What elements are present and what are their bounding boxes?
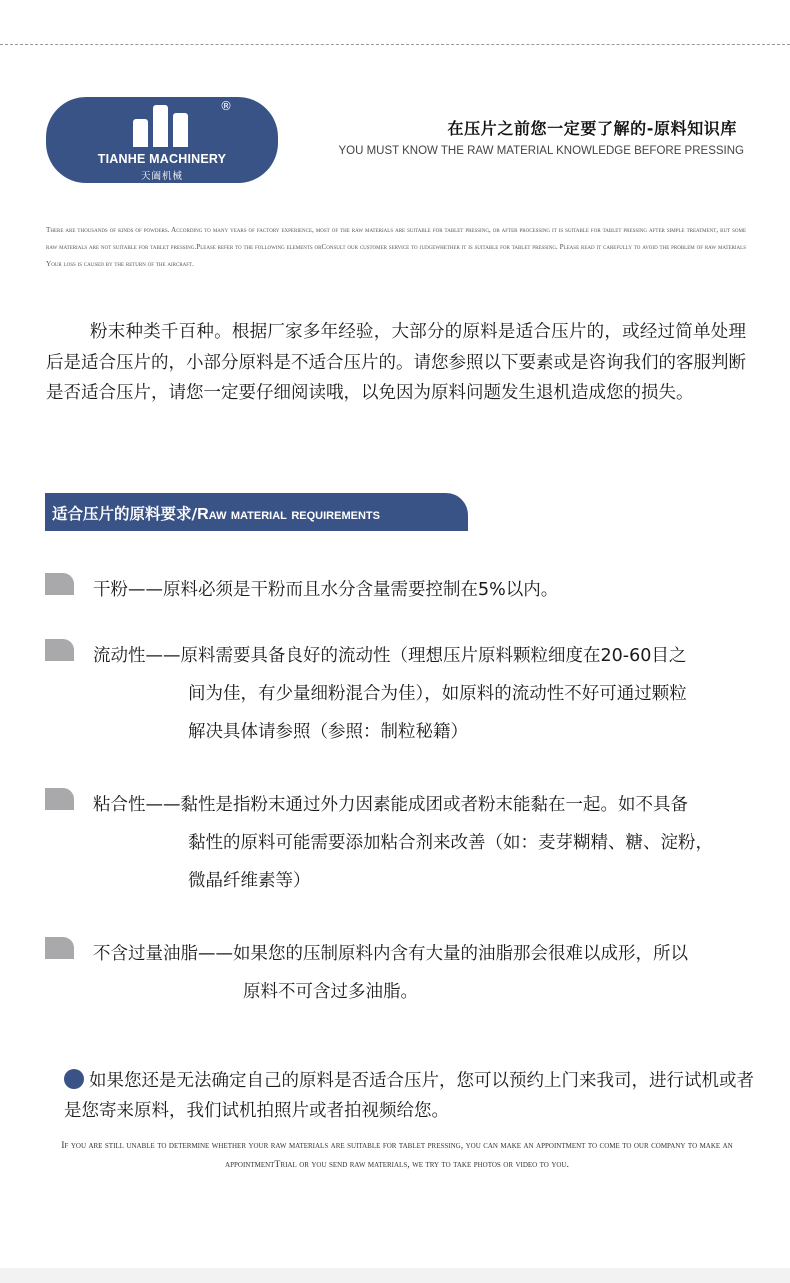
requirement-line: 不含过量油脂——如果您的压制原料内含有大量的油脂那会很难以成形，所以	[93, 944, 688, 964]
requirement-text	[93, 637, 753, 751]
requirement-text	[93, 571, 753, 609]
requirement-line: 间为佳，有少量细粉混合为佳），如原料的流动性不好可通过颗粒	[188, 684, 687, 704]
tianhe-logo	[46, 97, 278, 183]
requirement-line: 黏性的原料可能需要添加粘合剂来改善（如：麦芽糊精、糖、淀粉，	[188, 833, 713, 853]
section-title-cn: 适合压片的原料要求/	[52, 505, 198, 523]
intro-english: There are thousands of kinds of powders. According to many years of factory experience, most of the raw materials are suitable for tablet pressing, or after processing it is suitable for tablet pressing after simple treatment, but some raw materials are not suitable for tablet pressing.Please refer to the following elements orConsult our customer service to judgewhether it is suitable for tablet pressing. Please read it carefully to avoid the problem of raw materials Your loss is caused by the return of the aircraft.	[46, 226, 746, 268]
bullet-marker	[45, 573, 74, 595]
page-title: 在压片之前您一定要了解的-原料知识库	[447, 119, 737, 138]
bullet-marker	[45, 937, 74, 959]
bullet-marker	[45, 788, 74, 810]
section-title-en: Raw material requirements	[197, 506, 380, 523]
requirement-line: 原料不可含过多油脂。	[243, 982, 418, 1002]
section-title	[52, 502, 380, 524]
bottom-band	[0, 1268, 790, 1283]
circle-bullet-icon	[64, 1069, 84, 1089]
page-subtitle: YOU MUST KNOW THE RAW MATERIAL KNOWLEDGE BEFORE PRESSING	[338, 145, 744, 157]
section-header	[45, 493, 468, 531]
requirement-line: 粘合性——黏性是指粉末通过外力因素能成团或者粉末能黏在一起。如不具备	[93, 795, 688, 815]
requirement-line: 流动性——原料需要具备良好的流动性（理想压片原料颗粒细度在20-60目之	[93, 646, 687, 666]
closing-note-text: 如果您还是无法确定自己的原料是否适合压片，您可以预约上门来我司，进行试机或者是您寄来原料，我们试机拍照片或者拍视频给您。	[64, 1071, 754, 1121]
closing-note-english: If you are still unable to determine whether your raw materials are suitable for tablet pressing, you can make an appointment to come to our company to make an appointmentTrial or you send raw materials, we try to take photos or video to you.	[61, 1140, 733, 1170]
registered-mark: ®	[220, 99, 232, 113]
requirement-text	[93, 935, 753, 1011]
logo-brand-en: TIANHE MACHINERY	[97, 152, 227, 166]
requirement-line: 微晶纤维素等）	[188, 871, 311, 891]
requirement-text	[93, 786, 753, 900]
intro-chinese: 粉末种类千百种。根据厂家多年经验，大部分的原料是适合压片的，或经过简单处理后是适合压片的，小部分原料是不适合压片的。请您参照以下要素或是咨询我们的客服判断是否适合压片，请您一定要仔细阅读哦，以免因为原料问题发生退机造成您的损失。	[46, 322, 746, 403]
bullet-marker	[45, 639, 74, 661]
closing-note-chinese	[64, 1066, 754, 1126]
logo-brand-cn: 天阖机械	[140, 171, 183, 182]
top-dashed-divider	[0, 44, 790, 45]
requirement-line: 干粉——原料必须是干粉而且水分含量需要控制在5%以内。	[93, 580, 559, 600]
requirement-line: 解决具体请参照（参照：制粒秘籍）	[188, 722, 468, 742]
building-icon	[133, 105, 191, 147]
